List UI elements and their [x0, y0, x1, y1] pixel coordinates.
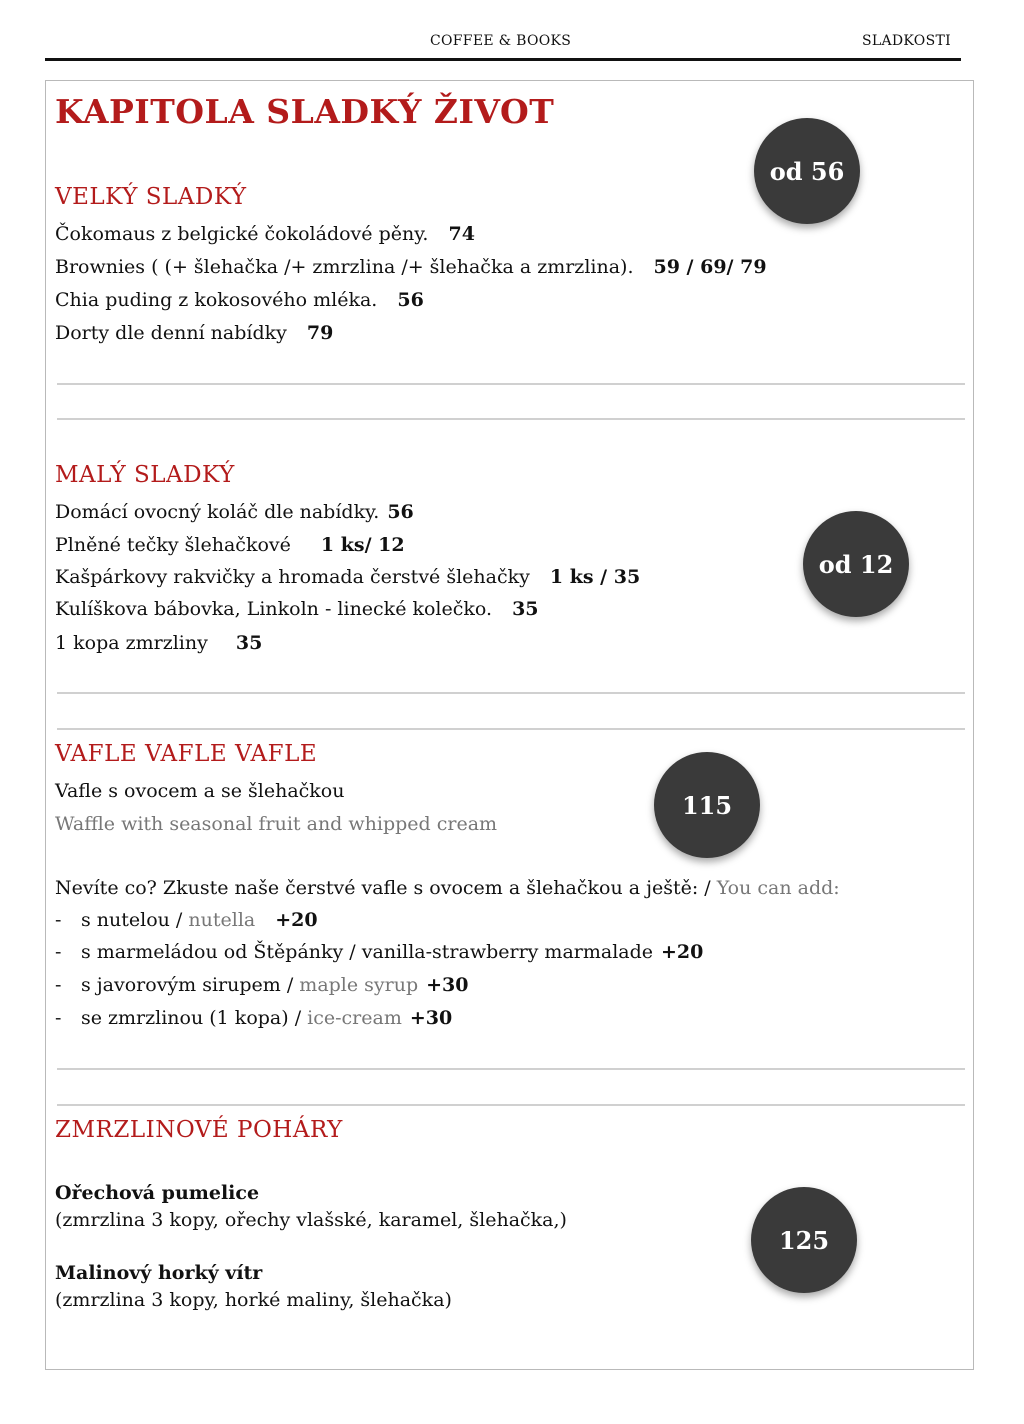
item-name: Domácí ovocný koláč dle nabídky. — [55, 501, 380, 523]
addon-item — [55, 1007, 452, 1029]
item-name: Chia puding z kokosového mléka. — [55, 289, 378, 311]
addon-item — [55, 909, 318, 931]
item-price: 1 ks/ 12 — [320, 534, 405, 556]
addon-price: +20 — [661, 941, 704, 963]
menu-item — [55, 534, 405, 556]
section-heading-maly: MALÝ SLADKÝ — [55, 462, 235, 488]
item-price: 79 — [306, 322, 334, 344]
menu-item — [55, 501, 414, 523]
section-heading-vafle: VAFLE VAFLE VAFLE — [55, 741, 318, 767]
item-name: Kašpárkovy rakvičky a hromada čerstvé šlehačky — [55, 566, 530, 588]
price-badge-velky: od 56 — [754, 118, 860, 224]
sundae-name: Malinový horký vítr — [55, 1262, 263, 1284]
addon-en: nutella — [188, 909, 256, 931]
addon-cz: s nutelou / — [81, 909, 183, 931]
sundae-name: Ořechová pumelice — [55, 1182, 260, 1204]
item-price: 59 / 69/ 79 — [653, 256, 767, 278]
addon-price: +30 — [426, 974, 469, 996]
menu-item — [55, 598, 539, 620]
waffle-intro — [55, 877, 840, 899]
section-heading-pohary: ZMRZLINOVÉ POHÁRY — [55, 1117, 343, 1143]
addon-item — [55, 941, 703, 963]
waffle-name: Vafle s ovocem a se šlehačkou — [55, 780, 345, 802]
dash: - — [55, 909, 62, 931]
price-badge-maly: od 12 — [803, 511, 909, 617]
item-price: 56 — [397, 289, 424, 311]
price-badge-vafle: 115 — [654, 752, 760, 858]
divider — [57, 1068, 965, 1070]
addon-en: ice-cream — [307, 1007, 402, 1029]
item-price: 35 — [512, 598, 539, 620]
addon-cz: s marmeládou od Štěpánky / vanilla-strawberry marmalade — [81, 941, 654, 963]
sundae-desc: (zmrzlina 3 kopy, ořechy vlašské, karamel, šlehačka,) — [55, 1209, 567, 1231]
menu-item — [55, 223, 475, 245]
dash: - — [55, 974, 62, 996]
menu-item — [55, 256, 767, 278]
menu-item — [55, 632, 262, 654]
header-title: COFFEE & BOOKS — [430, 33, 572, 49]
menu-item — [55, 566, 640, 588]
intro-en: You can add: — [716, 877, 840, 899]
item-name: 1 kopa zmrzliny — [55, 632, 208, 654]
intro-cz: Nevíte co? Zkuste naše čerstvé vafle s ovocem a šlehačkou a ještě: / — [55, 877, 711, 899]
item-name: Čokomaus z belgické čokoládové pěny. — [55, 223, 429, 245]
price-badge-pohary: 125 — [751, 1187, 857, 1293]
divider — [57, 1104, 965, 1106]
dash: - — [55, 1007, 62, 1029]
section-heading-velky: VELKÝ SLADKÝ — [55, 184, 247, 210]
item-name: Dorty dle denní nabídky — [55, 322, 287, 344]
divider — [57, 728, 965, 730]
addon-price: +30 — [409, 1007, 453, 1029]
page-title: KAPITOLA SLADKÝ ŽIVOT — [55, 92, 555, 131]
item-price: 35 — [235, 632, 263, 654]
item-price: 74 — [448, 223, 475, 245]
item-name: Kulíškova bábovka, Linkoln - linecké kolečko. — [55, 598, 493, 620]
addon-price: +20 — [275, 909, 318, 931]
sundae-desc: (zmrzlina 3 kopy, horké maliny, šlehačka) — [55, 1289, 452, 1311]
addon-cz: se zmrzlinou (1 kopa) / — [81, 1007, 302, 1029]
item-price: 56 — [387, 501, 414, 523]
menu-item — [55, 322, 333, 344]
item-name: Brownies ( (+ šlehačka /+ zmrzlina /+ šlehačka a zmrzlina). — [55, 256, 634, 278]
addon-item — [55, 974, 469, 996]
dash: - — [55, 941, 62, 963]
item-name: Plněné tečky šlehačkové — [55, 534, 291, 556]
addon-cz: s javorovým sirupem / — [81, 974, 294, 996]
waffle-name-en: Waffle with seasonal fruit and whipped cream — [55, 813, 498, 835]
header-rule — [45, 58, 961, 61]
divider — [57, 383, 965, 385]
item-price: 1 ks / 35 — [549, 566, 641, 588]
addon-en: maple syrup — [299, 974, 419, 996]
header-section: SLADKOSTI — [862, 33, 951, 49]
divider — [57, 692, 965, 694]
menu-item — [55, 289, 424, 311]
divider — [57, 418, 965, 420]
